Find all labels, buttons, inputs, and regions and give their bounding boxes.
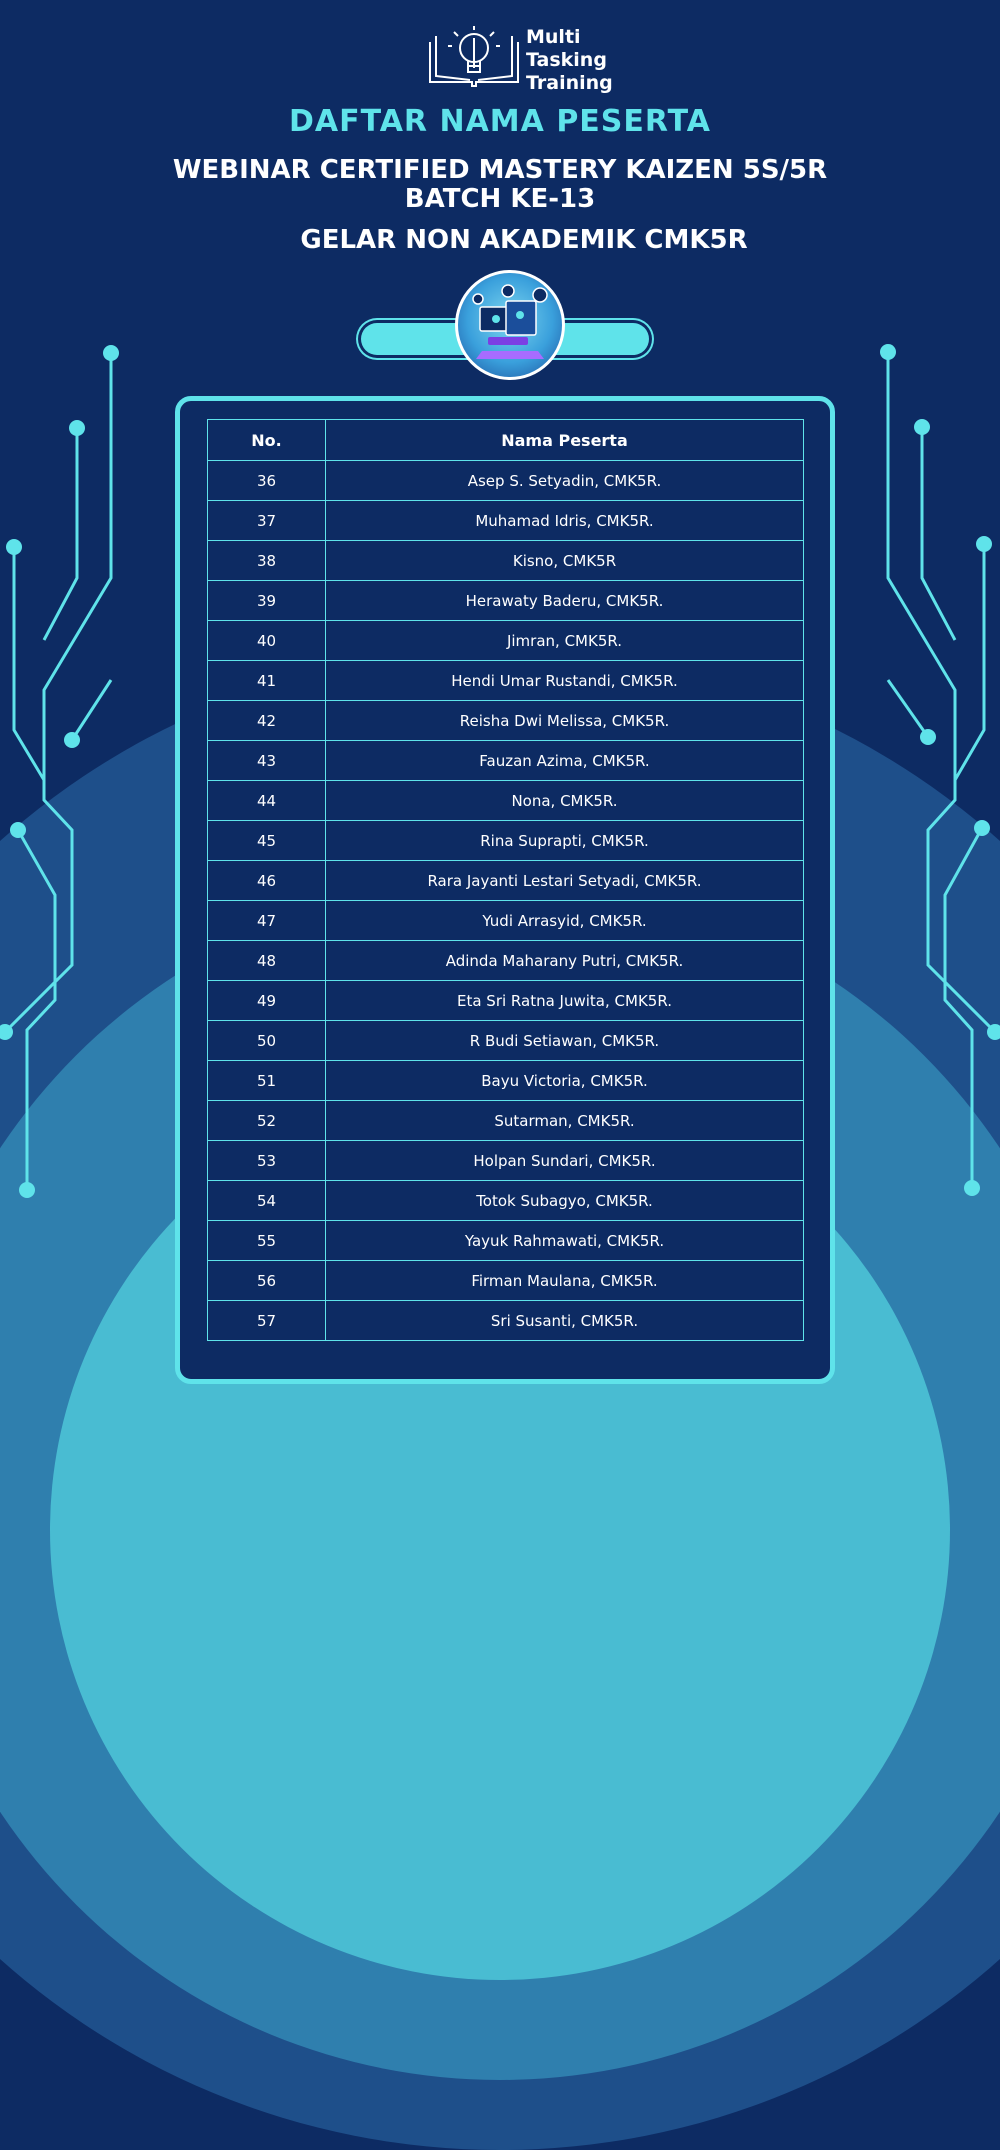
table-row [208,1221,804,1261]
event-title: WEBINAR CERTIFIED MASTERY KAIZEN 5S/5R [172,155,828,185]
brand-logo [426,22,626,96]
brand-name [526,26,613,95]
participant-name: Eta Sri Ratna Juwita, CMK5R. [326,981,804,1021]
book-lightbulb-icon [426,24,522,88]
table-row [208,541,804,581]
table-row [208,461,804,501]
participant-number: 41 [208,661,326,701]
participant-number: 48 [208,941,326,981]
participant-name: Kisno, CMK5R [326,541,804,581]
table-row [208,1101,804,1141]
brand-line-1: Multi [526,26,581,48]
participant-number: 51 [208,1061,326,1101]
participant-number: 45 [208,821,326,861]
computer-network-icon [458,273,562,377]
participant-number: 57 [208,1301,326,1341]
participant-number: 55 [208,1221,326,1261]
participant-name: Rina Suprapti, CMK5R. [326,821,804,861]
participant-number: 44 [208,781,326,821]
table-row [208,1021,804,1061]
table-row [208,901,804,941]
participant-number: 37 [208,501,326,541]
table-row [208,861,804,901]
column-header-no: No. [208,420,326,461]
table-row [208,661,804,701]
participant-number: 46 [208,861,326,901]
participant-name: Rara Jayanti Lestari Setyadi, CMK5R. [326,861,804,901]
table-row [208,741,804,781]
participant-name: Adinda Maharany Putri, CMK5R. [326,941,804,981]
participant-number: 40 [208,621,326,661]
participant-name: Sutarman, CMK5R. [326,1101,804,1141]
participant-name: Sri Susanti, CMK5R. [326,1301,804,1341]
participant-name: Asep S. Setyadin, CMK5R. [326,461,804,501]
table-row [208,621,804,661]
participant-name: Herawaty Baderu, CMK5R. [326,581,804,621]
participant-name: Yayuk Rahmawati, CMK5R. [326,1221,804,1261]
participant-name: Yudi Arrasyid, CMK5R. [326,901,804,941]
brand-line-3: Training [526,72,613,94]
table-row [208,821,804,861]
degree-title: GELAR NON AKADEMIK CMK5R [300,225,748,255]
participant-number: 42 [208,701,326,741]
participant-number: 56 [208,1261,326,1301]
participant-number: 53 [208,1141,326,1181]
page-title: DAFTAR NAMA PESERTA [288,104,712,139]
online-learning-illustration [455,270,565,380]
table-row [208,581,804,621]
participant-number: 36 [208,461,326,501]
participant-table [207,419,804,1341]
table-body [208,461,804,1341]
participant-name: Firman Maulana, CMK5R. [326,1261,804,1301]
participant-number: 49 [208,981,326,1021]
participant-number: 38 [208,541,326,581]
participant-name: Muhamad Idris, CMK5R. [326,501,804,541]
table-row [208,981,804,1021]
participant-name: Totok Subagyo, CMK5R. [326,1181,804,1221]
participant-name: Nona, CMK5R. [326,781,804,821]
table-row [208,1261,804,1301]
column-header-name: Nama Peserta [326,420,804,461]
table-header-row [208,420,804,461]
table-row [208,1141,804,1181]
table-row [208,781,804,821]
participant-name: Reisha Dwi Melissa, CMK5R. [326,701,804,741]
table-row [208,1061,804,1101]
event-batch: BATCH KE-13 [404,184,596,214]
participant-name: Holpan Sundari, CMK5R. [326,1141,804,1181]
participant-name: Bayu Victoria, CMK5R. [326,1061,804,1101]
table-row [208,1181,804,1221]
table-row [208,501,804,541]
table-row [208,701,804,741]
table-row [208,941,804,981]
participant-number: 47 [208,901,326,941]
table-row [208,1301,804,1341]
participant-number: 43 [208,741,326,781]
participant-number: 50 [208,1021,326,1061]
participant-number: 54 [208,1181,326,1221]
participant-number: 52 [208,1101,326,1141]
participant-number: 39 [208,581,326,621]
participant-name: Jimran, CMK5R. [326,621,804,661]
participant-name: Hendi Umar Rustandi, CMK5R. [326,661,804,701]
participant-name: Fauzan Azima, CMK5R. [326,741,804,781]
participant-name: R Budi Setiawan, CMK5R. [326,1021,804,1061]
brand-line-2: Tasking [526,49,607,71]
